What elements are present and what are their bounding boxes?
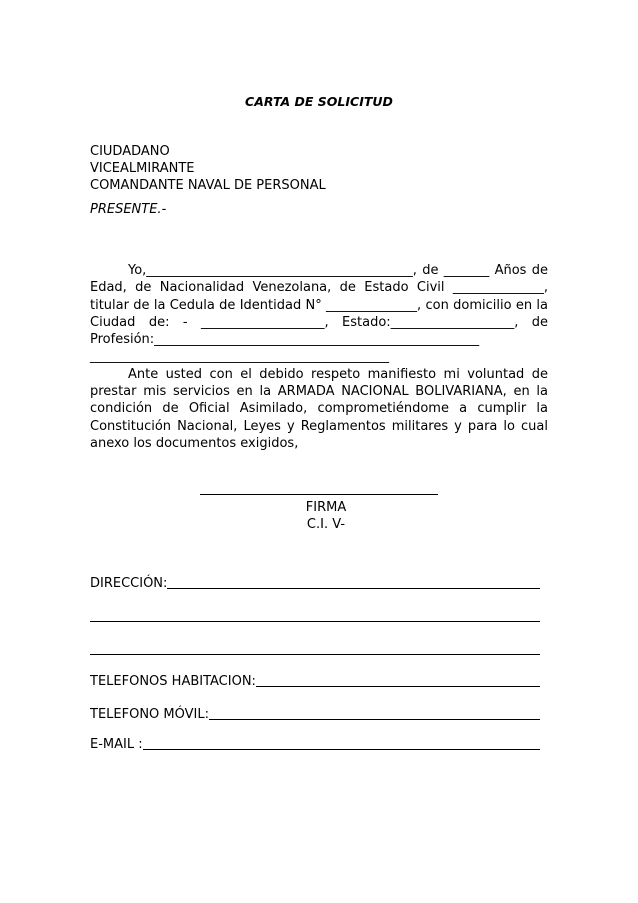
recipient-block bbox=[90, 143, 326, 194]
signature-line bbox=[200, 494, 438, 495]
telefonos-habitacion-line bbox=[256, 673, 540, 687]
telefono-movil-label: TELEFONO MÓVIL: bbox=[90, 707, 209, 722]
email-line bbox=[143, 736, 540, 750]
recipient-line-3: COMANDANTE NAVAL DE PERSONAL bbox=[90, 178, 326, 193]
email-field bbox=[90, 736, 540, 753]
telefonos-habitacion-field bbox=[90, 673, 540, 690]
document-title: CARTA DE SOLICITUD bbox=[245, 94, 393, 109]
signature-block bbox=[90, 499, 548, 533]
signature-ci: C.I. V- bbox=[306, 517, 346, 532]
email-label: E-MAIL : bbox=[90, 737, 143, 752]
direccion-extra-line-2 bbox=[90, 654, 540, 655]
recipient-line-2: VICEALMIRANTE bbox=[90, 161, 195, 176]
telefonos-habitacion-label: TELEFONOS HABITACION: bbox=[90, 674, 256, 689]
direccion-label: DIRECCIÓN: bbox=[90, 576, 168, 591]
recipient-line-1: CIUDADANO bbox=[90, 144, 170, 159]
presente-label: PRESENTE.- bbox=[90, 202, 167, 217]
direccion-line bbox=[167, 575, 540, 589]
direccion-field bbox=[90, 575, 540, 592]
letter-body bbox=[90, 262, 548, 452]
telefono-movil-line bbox=[209, 706, 540, 720]
signature-label: FIRMA bbox=[305, 500, 347, 515]
request-paragraph: Ante usted con el debido respeto manifiesto mi voluntad de prestar mis servicios en la ARMADA NACIONAL BOLIVARIANA, en la condición de Oficial Asimilado, comprometiéndome a cumplir la Constitución Nacional, Leyes y Reglamentos militares y para lo cual anexo los documentos exigidos, bbox=[90, 366, 548, 451]
personal-data-paragraph: Yo,_________________________________________, de _______ Años de Edad, de Nacionalidad Venezolana, de Estado Civil ______________, titular de la Cedula de Identidad N° ______________, con domicilio en la Ciudad de: - ___________________, Estado:___________________, de Profesión:__________________________________________________ ______________________________________________ bbox=[90, 263, 548, 365]
telefono-movil-field bbox=[90, 706, 540, 723]
direccion-extra-line-1 bbox=[90, 621, 540, 622]
